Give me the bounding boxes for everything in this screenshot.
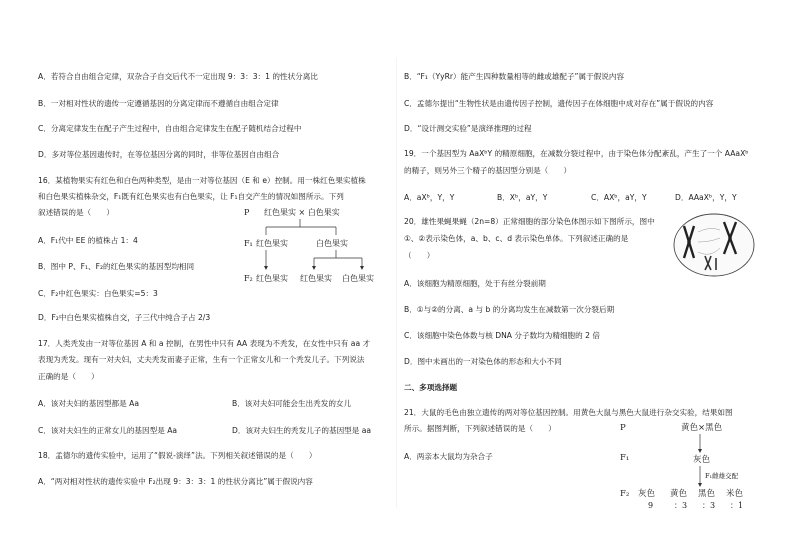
question-19-text: 的精子，则另外三个精子的基因型分别是（ ） — [404, 166, 572, 175]
question-19-text: 19．一个基因型为 AaXᵇY 的精原细胞，在减数分裂过程中，由于染色体分配紊乱，产生了一个 AAaXᵇ — [404, 149, 749, 158]
f1-label: F₁ — [620, 453, 630, 463]
q16-option-d: D．F₂中白色果实植株自交，子三代中纯合子占 2/3 — [38, 313, 211, 322]
q16-option-b: B．图中 P、F₁、F₂的红色果实的基因型均相同 — [38, 262, 195, 271]
q20-option-c: C．该细胞中染色体数与核 DNA 分子数均为精细胞的 2 倍 — [404, 331, 600, 340]
ratio-value: ：3 — [702, 501, 716, 510]
question-16-text: 叙述错误的是（ ） — [38, 208, 114, 217]
question-21-text: 21．大鼠的毛色由独立遗传的两对等位基因控制。用黄色大鼠与黑色大鼠进行杂交实验，结果如图 — [404, 408, 733, 417]
q20-option-d: D．图中未画出的一对染色体的形态和大小不同 — [404, 357, 562, 366]
q16-option-c: C．F₂中红色果实：白色果实=5：3 — [38, 289, 158, 298]
ratio-value: ：1 — [730, 501, 744, 510]
p-label: P — [620, 423, 626, 433]
ratio-value: 9 — [648, 501, 654, 510]
q17-option-c: C．该对夫妇生的正常女儿的基因型是 Aa — [38, 426, 178, 435]
f1-red-label: 红色果实 — [256, 239, 288, 248]
f2-black-label: 黑色 — [698, 489, 716, 499]
f2-label: F₂ — [620, 489, 630, 499]
f2-cream-label: 米色 — [726, 489, 744, 499]
option-d: D．多对等位基因遗传时，在等位基因分离的同时，非等位基因自由组合 — [38, 150, 280, 159]
question-20-text: （ ） — [404, 251, 435, 260]
f1-grey-label: 灰色 — [693, 455, 711, 465]
question-20-text: ①、②表示染色体，a、b、c、d 表示染色单体。下列叙述正确的是 — [404, 234, 629, 243]
q19-option-a: A．aXᵇ，Y，Y — [404, 193, 455, 202]
question-16-text: 和白色果实植株杂交，F₁既有红色果实也有白色果实，让 F₁自交产生的情况如图所示。下列 — [38, 192, 344, 201]
q18-option-c: C．孟德尔提出“生物性状是由遗传因子控制，遗传因子在体细胞中成对存在”属于假说的内容 — [404, 99, 714, 108]
q19-option-d: D．AAaXᵇ，Y，Y — [675, 193, 737, 202]
q17-option-b: B．该对夫妇可能会生出秃发的女儿 — [232, 399, 352, 408]
f1-white-label: 白色果实 — [316, 239, 348, 248]
q20-cell-diagram — [672, 212, 756, 278]
f2-white-label: 白色果实 — [342, 274, 374, 283]
p-cross-label: 红色果实 × 白色果实 — [264, 208, 340, 217]
f1-label: F₁ — [244, 239, 253, 248]
q19-option-c: C．AXᵇ，aY，Y — [591, 193, 647, 202]
q19-option-b: B．Xᵇ，aY，Y — [497, 193, 548, 202]
f2-red-label: 红色果实 — [300, 274, 332, 283]
q17-option-d: D．该对夫妇生的秃发儿子的基因型是 aa — [232, 426, 372, 435]
f2-grey-label: 灰色 — [638, 489, 656, 499]
q16-option-a: A．F₁代中 EE 的植株占 1：4 — [38, 236, 138, 245]
option-b: B．一对相对性状的遗传一定遵循基因的分离定律而不遵循自由组合定律 — [38, 99, 279, 108]
q18-option-d: D．“设计测交实验”是演绎推理的过程 — [404, 124, 532, 133]
question-21-text: 所示。据图判断，下列叙述错误的是（ ） — [404, 424, 556, 433]
option-c: C．分离定律发生在配子产生过程中，自由组合定律发生在配子随机结合过程中 — [38, 124, 302, 133]
q18-option-a: A．“两对相对性状的遗传实验中 F₂出现 9：3：3：1 的性状分离比”属于假说内容 — [38, 477, 313, 486]
f2-label: F₂ — [244, 274, 253, 283]
q20-option-b: B．①与②的分离、a 与 b 的分离均发生在减数第一次分裂后期 — [404, 305, 615, 314]
question-17-text: 表现为秃发。现有一对夫妇，丈夫秃发而妻子正常，生有一个正常女儿和一个秃发儿子。下列说法 — [38, 355, 365, 364]
q17-option-a: A．该对夫妇的基因型都是 Aa — [38, 399, 139, 408]
f1-mating-label: F₁雌雄交配 — [705, 472, 739, 480]
question-17-text: 正确的是（ ） — [38, 372, 99, 381]
section-heading: 二、多项选择题 — [404, 383, 458, 392]
q18-option-b: B．“F₁（YyRr）能产生四种数量相等的雌或雄配子”属于假说内容 — [404, 72, 625, 81]
f2-yellow-label: 黄色 — [670, 489, 688, 499]
option-a: A．若符合自由组合定律，双杂合子自交后代不一定出现 9：3：3：1 的性状分离比 — [38, 72, 318, 81]
p-label: P — [244, 208, 250, 217]
p-cross-label: 黄色×黑色 — [681, 423, 723, 433]
q21-option-a: A．两亲本大鼠均为杂合子 — [404, 452, 493, 461]
f2-red-label: 红色果实 — [256, 274, 288, 283]
q16-cross-diagram — [238, 203, 398, 293]
q21-cross-diagram — [612, 418, 782, 512]
question-17-text: 17．人类秃发由一对等位基因 A 和 a 控制，在男性中只有 AA 表现为不秃发，在女性中只有 aa 才 — [38, 339, 371, 348]
question-16-text: 16．某植物果实有红色和白色两种类型，是由一对等位基因（E 和 e）控制。用一株红色果实植株 — [38, 176, 366, 185]
q20-option-a: A．该细胞为精原细胞，处于有丝分裂前期 — [404, 279, 546, 288]
question-18-text: 18．孟德尔的遗传实验中，运用了“假说-演绎”法。下列相关叙述错误的是（ ） — [38, 451, 317, 460]
question-20-text: 20．雄性果蝇果蝇（2n=8）正常细胞的部分染色体图示如下图所示，图中 — [404, 217, 655, 226]
ratio-value: ：3 — [674, 501, 688, 510]
